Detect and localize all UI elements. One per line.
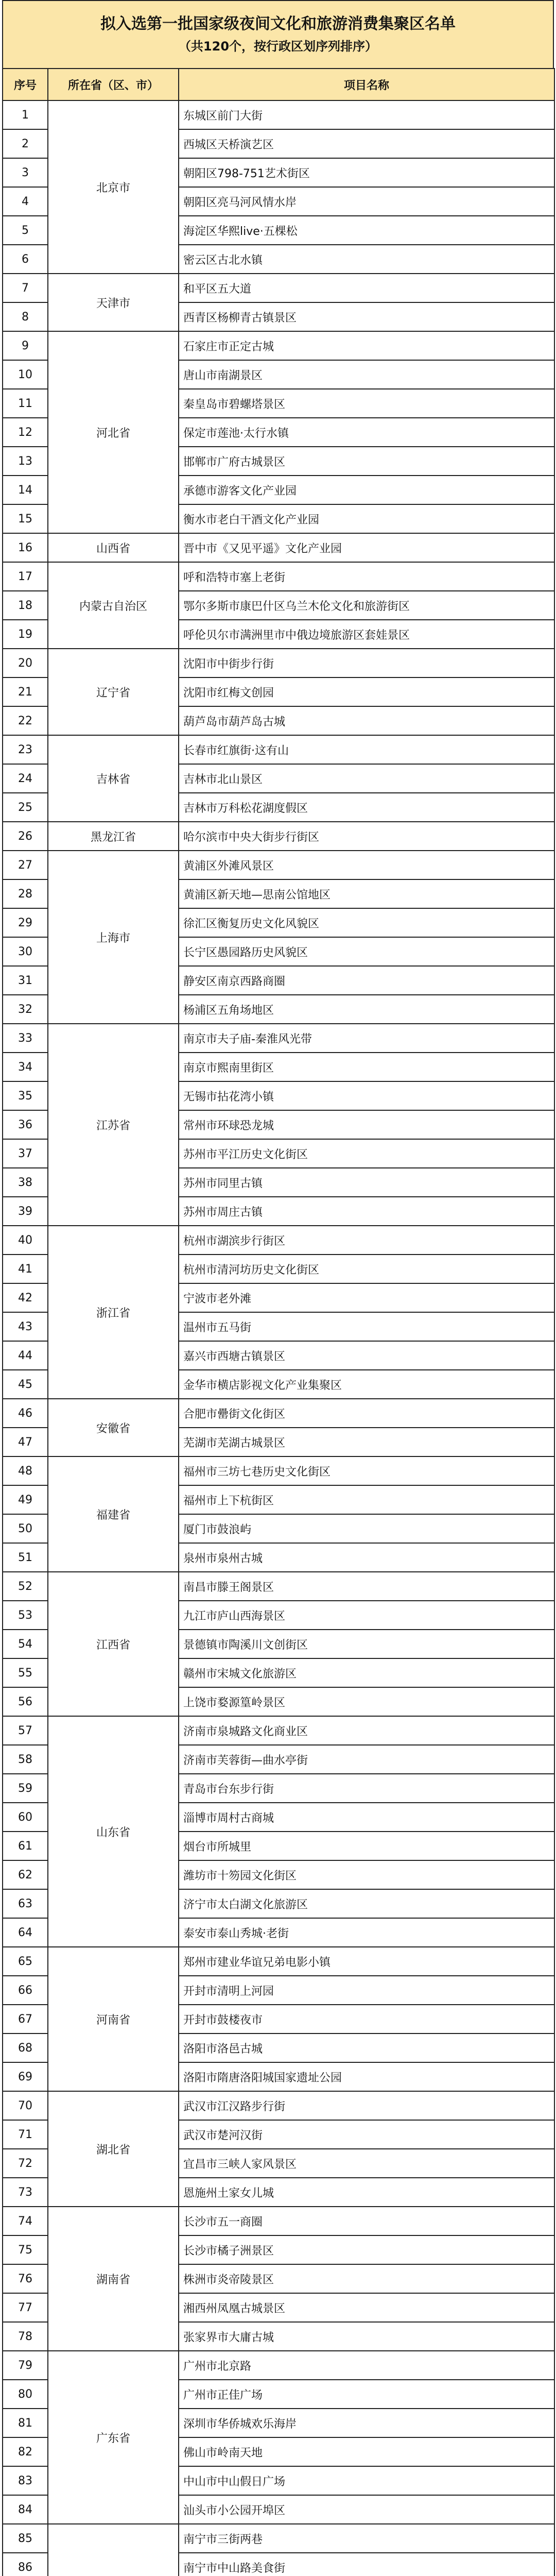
project-cell: 常州市环球恐龙城 [179, 1110, 554, 1139]
row-number: 37 [3, 1139, 48, 1168]
region-cell: 上海市 [48, 851, 179, 1024]
table-body [3, 100, 554, 2576]
row-number: 39 [3, 1197, 48, 1226]
row-number: 83 [3, 2466, 48, 2495]
row-number: 17 [3, 562, 48, 591]
table-row [3, 274, 554, 302]
project-cell: 合肥市罍街文化街区 [179, 1399, 554, 1428]
table-row [3, 2091, 554, 2120]
project-cell: 厦门市鼓浪屿 [179, 1514, 554, 1543]
project-cell: 恩施州土家女儿城 [179, 2178, 554, 2207]
row-number: 72 [3, 2149, 48, 2178]
row-number: 60 [3, 1803, 48, 1832]
table-row [3, 331, 554, 360]
row-number: 26 [3, 822, 48, 851]
project-cell: 无锡市拈花湾小镇 [179, 1081, 554, 1110]
row-number: 64 [3, 1918, 48, 1947]
project-cell: 潍坊市十笏园文化街区 [179, 1860, 554, 1889]
region-cell: 内蒙古自治区 [48, 562, 179, 649]
table-row [3, 1399, 554, 1428]
row-number: 8 [3, 302, 48, 331]
table-row [3, 1024, 554, 1053]
document-subtitle: （共120个，按行政区划序列排序） [178, 39, 378, 54]
project-cell: 静安区南京西路商圈 [179, 966, 554, 995]
project-cell: 苏州市周庄古镇 [179, 1197, 554, 1226]
row-number: 73 [3, 2178, 48, 2207]
project-cell: 温州市五马街 [179, 1312, 554, 1341]
table-header-row [3, 69, 554, 100]
row-number: 10 [3, 360, 48, 389]
project-cell: 鄂尔多斯市康巴什区乌兰木伦文化和旅游街区 [179, 591, 554, 620]
row-number: 31 [3, 966, 48, 995]
project-cell: 徐汇区衡复历史文化风貌区 [179, 908, 554, 937]
project-cell: 沈阳市红梅文创园 [179, 677, 554, 706]
project-cell: 汕头市小公园开埠区 [179, 2495, 554, 2524]
row-number: 48 [3, 1456, 48, 1485]
region-cell: 山西省 [48, 533, 179, 562]
region-cell: 河北省 [48, 331, 179, 533]
region-cell: 湖南省 [48, 2207, 179, 2351]
row-number: 56 [3, 1687, 48, 1716]
project-cell: 长宁区愚园路历史风貌区 [179, 937, 554, 966]
project-cell: 洛阳市洛邑古城 [179, 2033, 554, 2062]
row-number: 50 [3, 1514, 48, 1543]
row-number: 76 [3, 2264, 48, 2293]
row-number: 63 [3, 1889, 48, 1918]
row-number: 11 [3, 389, 48, 418]
region-cell: 北京市 [48, 100, 179, 274]
project-cell: 呼和浩特市塞上老街 [179, 562, 554, 591]
table-row [3, 2207, 554, 2235]
row-number: 1 [3, 100, 48, 129]
row-number: 43 [3, 1312, 48, 1341]
table-row [3, 1716, 554, 1745]
project-cell: 朝阳区798-751艺术街区 [179, 158, 554, 187]
row-number: 18 [3, 591, 48, 620]
table-row [3, 822, 554, 851]
project-cell: 东城区前门大街 [179, 100, 554, 129]
project-cell: 吉林市万科松花湖度假区 [179, 793, 554, 822]
row-number: 78 [3, 2322, 48, 2351]
project-cell: 西城区天桥演艺区 [179, 129, 554, 158]
row-number: 14 [3, 476, 48, 504]
document-sheet [2, 0, 554, 2576]
project-cell: 苏州市平江历史文化街区 [179, 1139, 554, 1168]
project-cell: 济南市芙蓉街—曲水亭街 [179, 1745, 554, 1774]
row-number: 79 [3, 2351, 48, 2380]
project-cell: 杨浦区五角场地区 [179, 995, 554, 1024]
row-number: 9 [3, 331, 48, 360]
project-cell: 济南市泉城路文化商业区 [179, 1716, 554, 1745]
project-cell: 芜湖市芜湖古城景区 [179, 1428, 554, 1456]
row-number: 27 [3, 851, 48, 879]
row-number: 23 [3, 735, 48, 764]
row-number: 67 [3, 2005, 48, 2033]
table-row [3, 100, 554, 129]
row-number: 57 [3, 1716, 48, 1745]
row-number: 84 [3, 2495, 48, 2524]
row-number: 41 [3, 1255, 48, 1283]
region-cell: 黑龙江省 [48, 822, 179, 851]
project-cell: 武汉市楚河汉街 [179, 2120, 554, 2149]
table-row [3, 735, 554, 764]
row-number: 32 [3, 995, 48, 1024]
project-cell: 石家庄市正定古城 [179, 331, 554, 360]
row-number: 38 [3, 1168, 48, 1197]
project-cell: 海淀区华熙live·五棵松 [179, 216, 554, 245]
region-cell: 江苏省 [48, 1024, 179, 1226]
project-cell: 宁波市老外滩 [179, 1283, 554, 1312]
row-number: 66 [3, 1976, 48, 2005]
row-number: 5 [3, 216, 48, 245]
table-row [3, 562, 554, 591]
row-number: 29 [3, 908, 48, 937]
row-number: 59 [3, 1774, 48, 1803]
project-cell: 衡水市老白干酒文化产业园 [179, 504, 554, 533]
project-cell: 承德市游客文化产业园 [179, 476, 554, 504]
project-cell: 株洲市炎帝陵景区 [179, 2264, 554, 2293]
project-cell: 杭州市清河坊历史文化街区 [179, 1255, 554, 1283]
row-number: 6 [3, 245, 48, 274]
project-cell: 福州市三坊七巷历史文化街区 [179, 1456, 554, 1485]
project-cell: 长春市红旗街·这有山 [179, 735, 554, 764]
project-cell: 济宁市太白湖文化旅游区 [179, 1889, 554, 1918]
project-cell: 杭州市湖滨步行街区 [179, 1226, 554, 1255]
project-cell: 南宁市中山路美食街 [179, 2553, 554, 2576]
region-cell: 浙江省 [48, 1226, 179, 1399]
project-cell: 黄浦区新天地—思南公馆地区 [179, 879, 554, 908]
project-cell: 淄博市周村古商城 [179, 1803, 554, 1832]
row-number: 36 [3, 1110, 48, 1139]
project-cell: 广州市正佳广场 [179, 2380, 554, 2409]
row-number: 15 [3, 504, 48, 533]
project-cell: 长沙市五一商圈 [179, 2207, 554, 2235]
project-cell: 泉州市泉州古城 [179, 1543, 554, 1572]
row-number: 35 [3, 1081, 48, 1110]
row-number: 44 [3, 1341, 48, 1370]
row-number: 7 [3, 274, 48, 302]
region-cell: 吉林省 [48, 735, 179, 822]
row-number: 12 [3, 418, 48, 447]
project-cell: 西青区杨柳青古镇景区 [179, 302, 554, 331]
project-cell: 邯郸市广府古城景区 [179, 447, 554, 476]
project-cell: 中山市中山假日广场 [179, 2466, 554, 2495]
project-cell: 开封市清明上河园 [179, 1976, 554, 2005]
project-cell: 沈阳市中街步行街 [179, 649, 554, 677]
row-number: 21 [3, 677, 48, 706]
table-row [3, 533, 554, 562]
project-cell: 南京市夫子庙-秦淮风光带 [179, 1024, 554, 1053]
row-number: 71 [3, 2120, 48, 2149]
project-cell: 佛山市岭南天地 [179, 2437, 554, 2466]
table-row [3, 2351, 554, 2380]
row-number: 54 [3, 1630, 48, 1658]
project-cell: 湘西州凤凰古城景区 [179, 2293, 554, 2322]
row-number: 28 [3, 879, 48, 908]
row-number: 74 [3, 2207, 48, 2235]
table-row [3, 1572, 554, 1601]
row-number: 46 [3, 1399, 48, 1428]
row-number: 20 [3, 649, 48, 677]
table-row [3, 1456, 554, 1485]
header-project: 项目名称 [179, 69, 554, 100]
project-cell: 晋中市《又见平遥》文化产业园 [179, 533, 554, 562]
project-cell: 上饶市婺源篁岭景区 [179, 1687, 554, 1716]
project-cell: 青岛市台东步行街 [179, 1774, 554, 1803]
project-cell: 秦皇岛市碧螺塔景区 [179, 389, 554, 418]
project-cell: 呼伦贝尔市满洲里市中俄边境旅游区套娃景区 [179, 620, 554, 649]
project-cell: 烟台市所城里 [179, 1832, 554, 1860]
row-number: 81 [3, 2409, 48, 2437]
row-number: 24 [3, 764, 48, 793]
row-number: 49 [3, 1485, 48, 1514]
row-number: 85 [3, 2524, 48, 2553]
row-number: 62 [3, 1860, 48, 1889]
row-number: 55 [3, 1658, 48, 1687]
project-cell: 宜昌市三峡人家风景区 [179, 2149, 554, 2178]
row-number: 52 [3, 1572, 48, 1601]
project-cell: 嘉兴市西塘古镇景区 [179, 1341, 554, 1370]
project-cell: 朝阳区亮马河风情水岸 [179, 187, 554, 216]
row-number: 86 [3, 2553, 48, 2576]
row-number: 45 [3, 1370, 48, 1399]
row-number: 19 [3, 620, 48, 649]
row-number: 16 [3, 533, 48, 562]
project-cell: 南昌市滕王阁景区 [179, 1572, 554, 1601]
project-cell: 苏州市同里古镇 [179, 1168, 554, 1197]
row-number: 47 [3, 1428, 48, 1456]
project-cell: 南宁市三街两巷 [179, 2524, 554, 2553]
row-number: 53 [3, 1601, 48, 1630]
list-table [2, 68, 555, 2576]
row-number: 34 [3, 1053, 48, 1081]
region-cell: 江西省 [48, 1572, 179, 1716]
project-cell: 张家界市大庸古城 [179, 2322, 554, 2351]
row-number: 65 [3, 1947, 48, 1976]
project-cell: 广州市北京路 [179, 2351, 554, 2380]
project-cell: 深圳市华侨城欢乐海岸 [179, 2409, 554, 2437]
row-number: 13 [3, 447, 48, 476]
row-number: 3 [3, 158, 48, 187]
row-number: 22 [3, 706, 48, 735]
project-cell: 开封市鼓楼夜市 [179, 2005, 554, 2033]
header-region: 所在省（区、市） [48, 69, 179, 100]
table-row [3, 851, 554, 879]
row-number: 58 [3, 1745, 48, 1774]
project-cell: 武汉市江汉路步行街 [179, 2091, 554, 2120]
row-number: 33 [3, 1024, 48, 1053]
region-cell: 辽宁省 [48, 649, 179, 735]
project-cell: 密云区古北水镇 [179, 245, 554, 274]
project-cell: 郑州市建业华谊兄弟电影小镇 [179, 1947, 554, 1976]
table-row [3, 1947, 554, 1976]
row-number: 25 [3, 793, 48, 822]
row-number: 70 [3, 2091, 48, 2120]
title-block [2, 0, 554, 68]
project-cell: 南京市熙南里街区 [179, 1053, 554, 1081]
project-cell: 福州市上下杭街区 [179, 1485, 554, 1514]
project-cell: 洛阳市隋唐洛阳城国家遗址公园 [179, 2062, 554, 2091]
row-number: 61 [3, 1832, 48, 1860]
region-cell [48, 2524, 179, 2576]
header-number: 序号 [3, 69, 48, 100]
project-cell: 赣州市宋城文化旅游区 [179, 1658, 554, 1687]
row-number: 40 [3, 1226, 48, 1255]
row-number: 2 [3, 129, 48, 158]
region-cell: 广东省 [48, 2351, 179, 2524]
table-row [3, 649, 554, 677]
row-number: 69 [3, 2062, 48, 2091]
project-cell: 长沙市橘子洲景区 [179, 2235, 554, 2264]
project-cell: 唐山市南湖景区 [179, 360, 554, 389]
table-row [3, 1226, 554, 1255]
row-number: 42 [3, 1283, 48, 1312]
row-number: 51 [3, 1543, 48, 1572]
region-cell: 河南省 [48, 1947, 179, 2091]
row-number: 4 [3, 187, 48, 216]
region-cell: 安徽省 [48, 1399, 179, 1456]
row-number: 30 [3, 937, 48, 966]
table-row [3, 2524, 554, 2553]
project-cell: 和平区五大道 [179, 274, 554, 302]
project-cell: 九江市庐山西海景区 [179, 1601, 554, 1630]
region-cell: 湖北省 [48, 2091, 179, 2207]
row-number: 82 [3, 2437, 48, 2466]
project-cell: 黄浦区外滩风景区 [179, 851, 554, 879]
region-cell: 天津市 [48, 274, 179, 331]
row-number: 80 [3, 2380, 48, 2409]
project-cell: 保定市莲池·太行水镇 [179, 418, 554, 447]
row-number: 75 [3, 2235, 48, 2264]
project-cell: 葫芦岛市葫芦岛古城 [179, 706, 554, 735]
project-cell: 泰安市泰山秀城·老街 [179, 1918, 554, 1947]
row-number: 77 [3, 2293, 48, 2322]
project-cell: 金华市横店影视文化产业集聚区 [179, 1370, 554, 1399]
project-cell: 哈尔滨市中央大街步行街区 [179, 822, 554, 851]
row-number: 68 [3, 2033, 48, 2062]
project-cell: 吉林市北山景区 [179, 764, 554, 793]
region-cell: 山东省 [48, 1716, 179, 1947]
region-cell: 福建省 [48, 1456, 179, 1572]
project-cell: 景德镇市陶溪川文创街区 [179, 1630, 554, 1658]
document-title: 拟入选第一批国家级夜间文化和旅游消费集聚区名单 [100, 15, 456, 33]
